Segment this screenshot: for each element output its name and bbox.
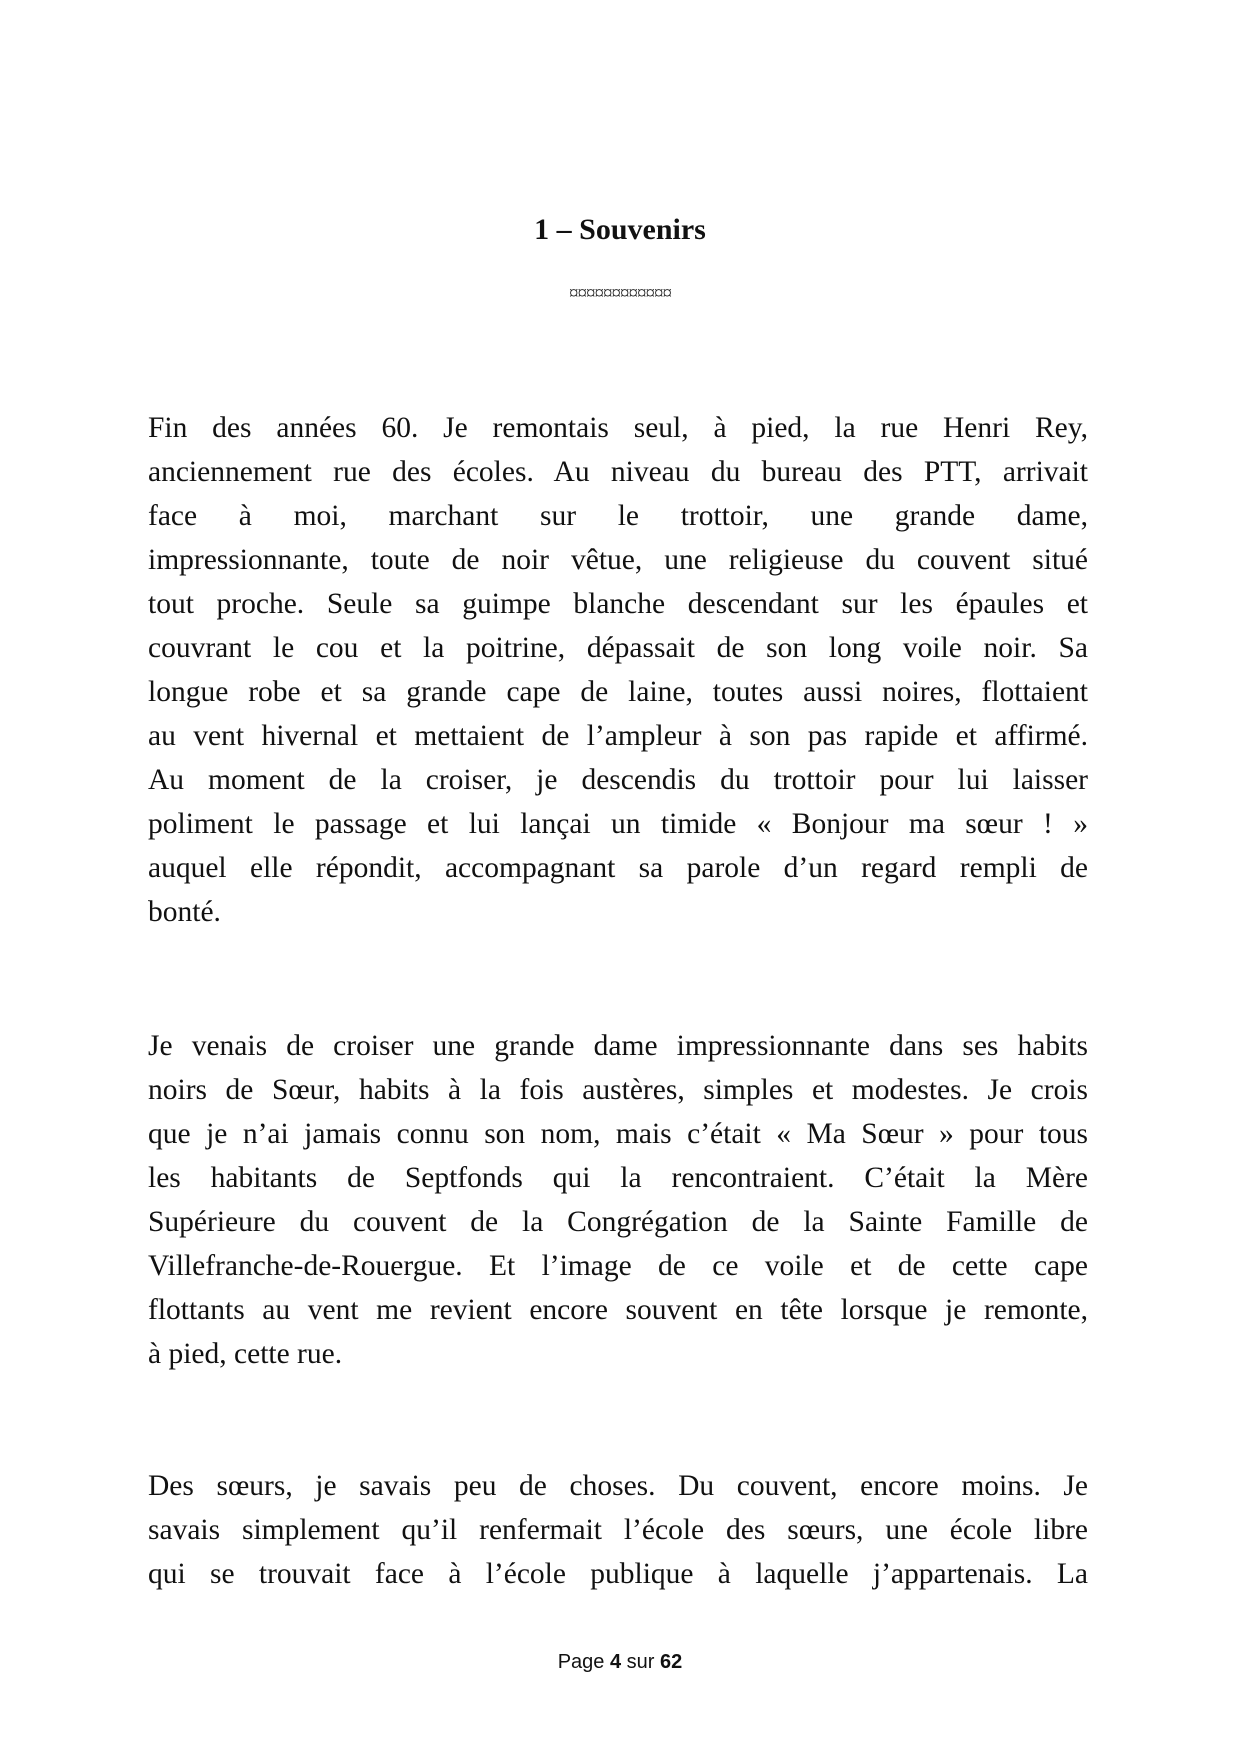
text-line: au vent hivernal et mettaient de l’ampleur à son pas rapide et affirmé. bbox=[148, 720, 1088, 752]
text-line: qui se trouvait face à l’école publique à laquelle j’appartenais. La bbox=[148, 1558, 1088, 1590]
chapter-title: 1 – Souvenirs bbox=[534, 213, 706, 246]
text-line: noirs de Sœur, habits à la fois austères, simples et modestes. Je crois bbox=[148, 1074, 1088, 1106]
text-line: Des sœurs, je savais peu de choses. Du couvent, encore moins. Je bbox=[148, 1470, 1088, 1502]
text-line: anciennement rue des écoles. Au niveau du bureau des PTT, arrivait bbox=[148, 456, 1088, 488]
text-line: à pied, cette rue. bbox=[148, 1338, 343, 1370]
paragraph-2 bbox=[148, 1024, 1088, 1376]
text-line: bonté. bbox=[148, 896, 221, 928]
paragraph-1 bbox=[148, 406, 1088, 934]
text-line: Villefranche-de-Rouergue. Et l’image de ce voile et de cette cape bbox=[148, 1250, 1088, 1282]
text-line: poliment le passage et lui lançai un timide « Bonjour ma sœur ! » bbox=[148, 808, 1088, 840]
page-label: Page bbox=[557, 1651, 605, 1673]
page-footer bbox=[0, 1650, 1240, 1674]
text-line: tout proche. Seule sa guimpe blanche descendant sur les épaules et bbox=[148, 588, 1088, 620]
text-line: que je n’ai jamais connu son nom, mais c’était « Ma Sœur » pour tous bbox=[148, 1118, 1088, 1150]
text-line: les habitants de Septfonds qui la rencontraient. C’était la Mère bbox=[148, 1162, 1088, 1194]
paragraph-3 bbox=[148, 1464, 1088, 1596]
text-line: flottants au vent me revient encore souvent en tête lorsque je remonte, bbox=[148, 1294, 1088, 1326]
text-line: Fin des années 60. Je remontais seul, à pied, la rue Henri Rey, bbox=[148, 412, 1088, 444]
text-line: couvrant le cou et la poitrine, dépassait de son long voile noir. Sa bbox=[148, 632, 1088, 664]
text-line: savais simplement qu’il renfermait l’école des sœurs, une école libre bbox=[148, 1514, 1088, 1546]
current-page-number: 4 bbox=[609, 1651, 622, 1673]
text-line: Au moment de la croiser, je descendis du trottoir pour lui laisser bbox=[148, 764, 1088, 796]
text-line: Je venais de croiser une grande dame impressionnante dans ses habits bbox=[148, 1030, 1088, 1062]
text-line: auquel elle répondit, accompagnant sa parole d’un regard rempli de bbox=[148, 852, 1088, 884]
text-line: Supérieure du couvent de la Congrégation de la Sainte Famille de bbox=[148, 1206, 1088, 1238]
text-line: longue robe et sa grande cape de laine, toutes aussi noires, flottaient bbox=[148, 676, 1088, 708]
page-separator: sur bbox=[626, 1651, 655, 1673]
text-line: face à moi, marchant sur le trottoir, une grande dame, bbox=[148, 500, 1088, 532]
ornament-divider: ¤¤¤¤¤¤¤¤¤¤¤¤ bbox=[569, 283, 671, 304]
total-page-count: 62 bbox=[660, 1651, 683, 1673]
text-line: impressionnante, toute de noir vêtue, une religieuse du couvent situé bbox=[148, 544, 1088, 576]
